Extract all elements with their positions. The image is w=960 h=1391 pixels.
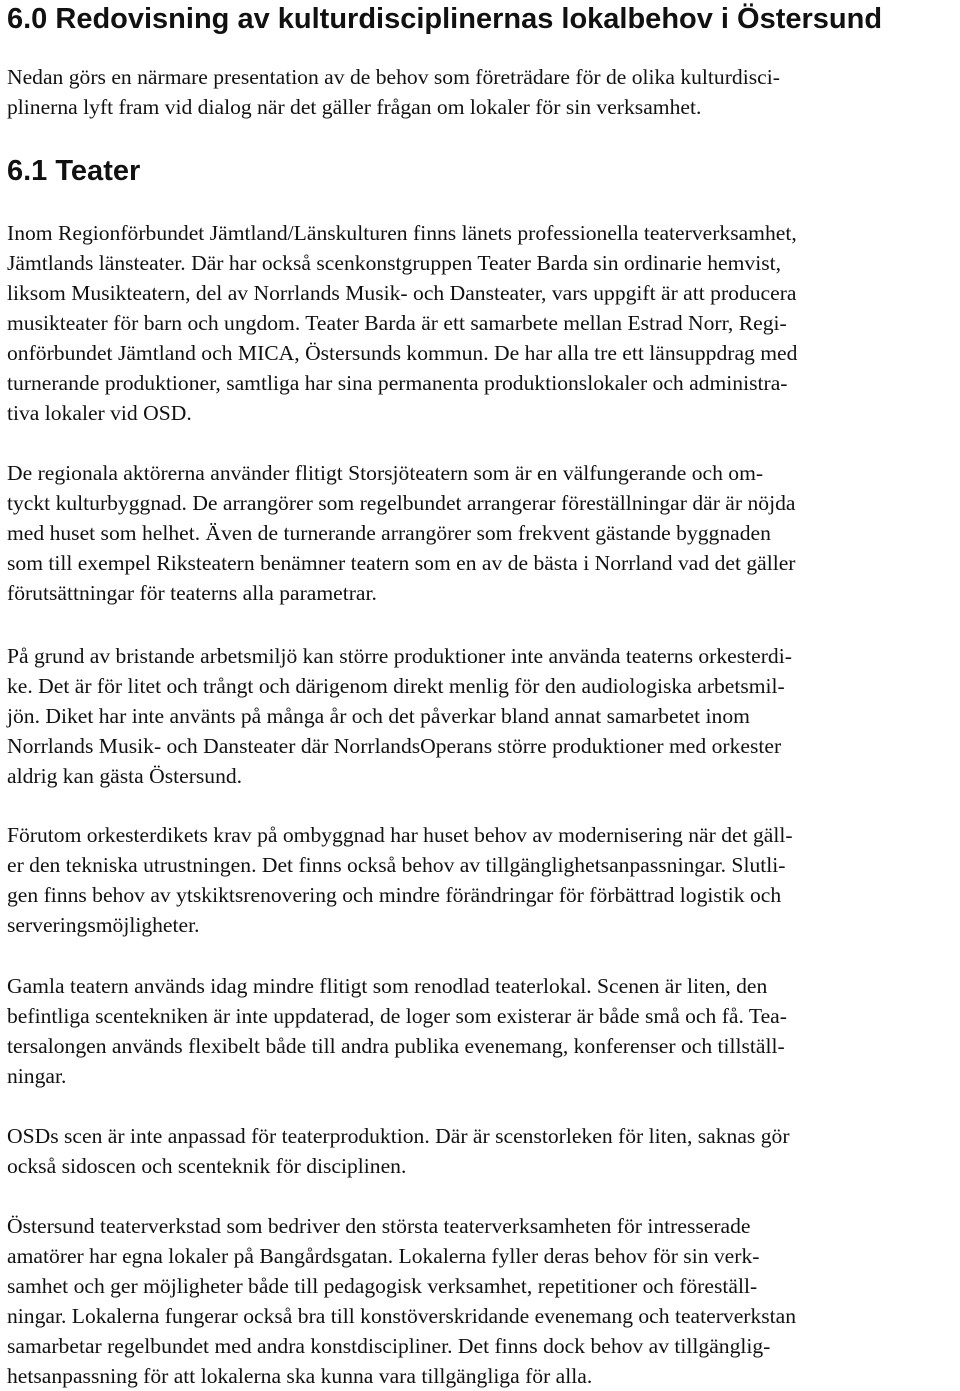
paragraph-line: tyckt kulturbyggnad. De arrangörer som regelbundet arrangerar föreställningar där är nöjda: [7, 491, 796, 515]
paragraph-line: tersalongen används flexibelt både till andra publika evenemang, konferenser och tillställ-: [7, 1034, 785, 1058]
paragraph-line: samarbetar regelbundet med andra konstdiscipliner. Det finns dock behov av tillgänglig-: [7, 1334, 771, 1358]
page-title: 6.0 Redovisning av kulturdisciplinernas lokalbehov i Östersund: [7, 3, 883, 35]
paragraph-7: [7, 1211, 796, 1391]
paragraph-line: aldrig kan gästa Östersund.: [7, 764, 243, 788]
paragraph-line: Jämtlands länsteater. Där har också scenkonstgruppen Teater Barda sin ordinarie hemvist,: [7, 251, 782, 275]
paragraph-line: förutsättningar för teaterns alla parametrar.: [7, 581, 377, 605]
paragraph-6: [7, 1121, 790, 1181]
paragraph-5: [7, 971, 787, 1091]
paragraph-line: De regionala aktörerna använder flitigt Storsjöteatern som är en välfungerande och om-: [7, 461, 764, 485]
paragraph-line: serveringsmöjligheter.: [7, 913, 200, 937]
paragraph-4: [7, 820, 793, 940]
paragraph-line: också sidoscen och scenteknik för disciplinen.: [7, 1154, 407, 1178]
paragraph-line: tiva lokaler vid OSD.: [7, 401, 192, 425]
paragraph-1: [7, 218, 797, 428]
section-heading: 6.1 Teater: [7, 155, 141, 187]
intro-line: Nedan görs en närmare presentation av de behov som företrädare för de olika kulturdisci-: [7, 65, 780, 89]
paragraph-line: turnerande produktioner, samtliga har sina permanenta produktionslokaler och administra-: [7, 371, 788, 395]
paragraph-3: [7, 641, 792, 791]
paragraph-line: gen finns behov av ytskiktsrenovering och mindre förändringar för förbättrad logistik och: [7, 883, 782, 907]
paragraph-line: ningar. Lokalerna fungerar också bra till konstöverskridande evenemang och teaterverkstan: [7, 1304, 797, 1328]
paragraph-line: hetsanpassning för att lokalerna ska kunna vara tillgängliga för alla.: [7, 1364, 593, 1388]
paragraph-line: onförbundet Jämtland och MICA, Östersunds kommun. De har alla tre ett länsuppdrag med: [7, 341, 798, 365]
paragraph-line: musikteater för barn och ungdom. Teater Barda är ett samarbete mellan Estrad Norr, Regi-: [7, 311, 787, 335]
paragraph-line: Förutom orkesterdikets krav på ombyggnad har huset behov av modernisering när det gäll-: [7, 823, 793, 847]
paragraph-line: Gamla teatern används idag mindre flitigt som renodlad teaterlokal. Scenen är liten, den: [7, 974, 768, 998]
paragraph-2: [7, 458, 796, 608]
paragraph-line: ningar.: [7, 1064, 67, 1088]
paragraph-line: Inom Regionförbundet Jämtland/Länskulturen finns länets professionella teaterverksamhet,: [7, 221, 797, 245]
paragraph-line: OSDs scen är inte anpassad för teaterproduktion. Där är scenstorleken för liten, saknas gör: [7, 1124, 790, 1148]
paragraph-line: som till exempel Riksteatern benämner teatern som en av de bästa i Norrland vad det gäller: [7, 551, 796, 575]
paragraph-line: jön. Diket har inte använts på många år och det påverkar bland annat samarbetet inom: [7, 704, 750, 728]
paragraph-line: liksom Musikteatern, del av Norrlands Musik- och Dansteater, vars uppgift är att producera: [7, 281, 797, 305]
intro-line: plinerna lyft fram vid dialog när det gäller frågan om lokaler för sin verksamhet.: [7, 95, 702, 119]
paragraph-line: ke. Det är för litet och trångt och därigenom direkt menlig för den audiologiska arbetsmil-: [7, 674, 785, 698]
paragraph-line: På grund av bristande arbetsmiljö kan större produktioner inte använda teaterns orkesterdi-: [7, 644, 792, 668]
paragraph-line: er den tekniska utrustningen. Det finns också behov av tillgänglighetsanpassningar. Slutli-: [7, 853, 786, 877]
paragraph-line: amatörer har egna lokaler på Bangårdsgatan. Lokalerna fyller deras behov för sin verk-: [7, 1244, 760, 1268]
paragraph-line: med huset som helhet. Även de turnerande arrangörer som frekvent gästande byggnaden: [7, 521, 771, 545]
paragraph-line: Östersund teaterverkstad som bedriver den största teaterverksamheten för intresserade: [7, 1214, 751, 1238]
paragraph-line: samhet och ger möjligheter både till pedagogisk verksamhet, repetitioner och föreställ-: [7, 1274, 758, 1298]
intro-paragraph: [7, 62, 780, 122]
paragraph-line: Norrlands Musik- och Dansteater där NorrlandsOperans större produktioner med orkester: [7, 734, 782, 758]
paragraph-line: befintliga scentekniken är inte uppdaterad, de loger som existerar är både små och få. Tea-: [7, 1004, 787, 1028]
